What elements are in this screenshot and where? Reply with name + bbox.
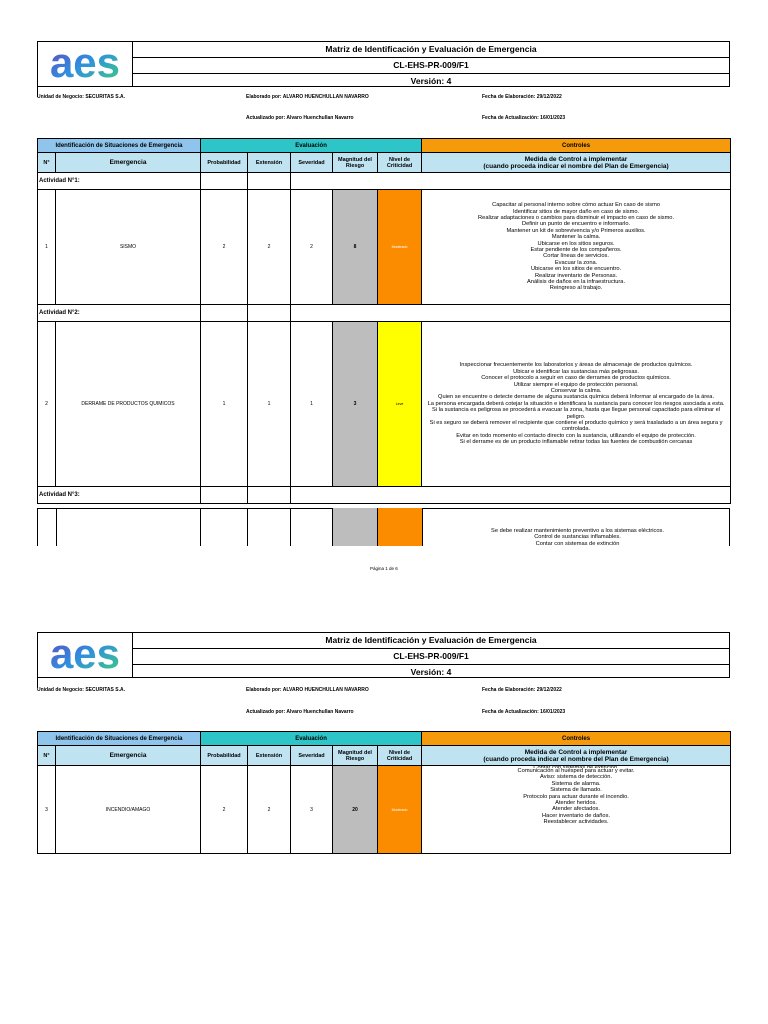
- row-severity: 1: [291, 322, 333, 487]
- empty-cell: [201, 487, 248, 504]
- row-magnitude: 3: [333, 322, 378, 487]
- criticality-cell: [377, 508, 423, 546]
- logo-cell: [37, 41, 133, 87]
- control-item: Si es seguro se deberá remover el recipiente que contiene el producto químico y será trasladado a un área segura y controlada.: [429, 420, 723, 433]
- col-control-measure: [422, 153, 731, 173]
- control-item: Ubicarse en los sitios de encuentro.: [530, 266, 622, 273]
- logo-text: aes: [49, 633, 121, 677]
- col-extension: Extensión: [248, 746, 291, 766]
- row-num: 1: [38, 190, 56, 305]
- group-controls-header: Controles: [422, 732, 731, 746]
- control-item: La persona encargada deberá cotejar la situación e identificara la sustancia para conocer los riesgos asociada a esta.: [427, 400, 725, 407]
- empty-cell: [248, 487, 291, 504]
- control-item: Ubicar e identificar las sustancias más peligrosas.: [513, 368, 639, 375]
- emergency-matrix: [37, 138, 731, 504]
- activity-label: Actividad N°3:: [38, 487, 201, 504]
- row-criticality: Moderado: [378, 766, 422, 854]
- col-control-measure-line1: Medida de Control a implementar: [524, 155, 628, 163]
- control-item: Estar pendiente de los compañeros.: [530, 247, 622, 253]
- row-extension: 2: [248, 766, 291, 854]
- control-item: Sistema de llamado.: [550, 787, 602, 794]
- group-identification-header: Identificación de Situaciones de Emergencia: [38, 732, 201, 746]
- row-probability: 1: [201, 322, 248, 487]
- col-emergency: Emergencia: [56, 153, 201, 173]
- logo-cell: [37, 632, 133, 678]
- col-control-measure-line1: Medida de Control a implementar: [524, 748, 628, 756]
- empty-cell: [201, 173, 248, 190]
- aes-logo-icon: [38, 42, 132, 86]
- page-2: [0, 632, 768, 862]
- col-criticality: Nivel de Criticidad: [378, 153, 422, 173]
- control-item: Realizar inventario de Personas.: [534, 272, 618, 279]
- page-number: Página 1 de 6: [370, 566, 398, 571]
- row-criticality: Moderado: [378, 190, 422, 305]
- business-unit: Unidad de Negocio: SECURITAS S.A.: [37, 94, 125, 100]
- empty-cell: [248, 173, 291, 190]
- col-severity: Severidad: [291, 153, 333, 173]
- control-item: Hacer inventario de daños.: [542, 812, 611, 819]
- logo-text: aes: [49, 42, 121, 86]
- cell: [247, 508, 248, 546]
- group-identification-header: Identificación de Situaciones de Emergencia: [38, 139, 201, 153]
- col-severity: Severidad: [291, 746, 333, 766]
- row-emergency: INCENDIO/AMAGO: [56, 766, 201, 854]
- control-item: Aviso: sistema de detección.: [540, 774, 613, 781]
- control-item: Si la sustancia es peligrosa se procederá a evacuar la zona, hasta que llegue personal capacitado para eliminar el peligro.: [432, 407, 721, 420]
- empty-cell: [248, 305, 291, 322]
- doc-title: Matriz de Identificación y Evaluación de Emergencia: [133, 42, 729, 58]
- row-magnitude: 8: [333, 190, 378, 305]
- col-num: N°: [38, 153, 56, 173]
- control-item: Análisis de daños en la infraestructura.: [527, 279, 626, 286]
- control-item: Utilizar siempre el equipo de protección personal.: [513, 381, 639, 388]
- activity-label: Actividad N°2:: [38, 305, 201, 322]
- doc-code: CL-EHS-PR-009/F1: [133, 58, 729, 74]
- col-emergency: Emergencia: [56, 746, 201, 766]
- group-controls-header: Controles: [422, 139, 731, 153]
- control-item: Cortar líneas de servicios.: [543, 253, 609, 260]
- control-item: Control de sustancias inflamables.: [534, 534, 621, 541]
- col-control-measure: [422, 746, 731, 766]
- updated-date: Fecha de Actualización: 16/01/2023: [482, 115, 566, 121]
- control-item: Mantener la calma.: [551, 234, 601, 241]
- updated-date: Fecha de Actualización: 16/01/2023: [482, 709, 566, 715]
- control-item: Mantener un kit de sobrevivencia y/o Primeros auxilios.: [506, 227, 646, 234]
- updated-by: Actualizado por: Alvaro Huenchullan Navarro: [246, 709, 354, 715]
- cell: [200, 508, 201, 546]
- doc-version: Versión: 4: [410, 667, 452, 677]
- control-item: Sistema de alarma.: [551, 780, 601, 787]
- col-probability: Probabilidad: [201, 153, 248, 173]
- control-item: Atender afectados.: [552, 806, 600, 813]
- control-item: Evitar en todo momento el contacto directo con la sustancia, utilizando el equipo de protección.: [456, 432, 696, 439]
- control-item: Atender heridos.: [555, 800, 597, 807]
- prepared-by: Elaborado por: ALVARO HUENCHULLAN NAVARRO: [246, 687, 369, 693]
- page-1: [0, 41, 768, 571]
- activity-label: Actividad N°1:: [38, 173, 201, 190]
- group-evaluation-header: Evaluación: [201, 732, 422, 746]
- control-item: Inspeccionar frecuentemente los laboratorios y áreas de almacenaje de productos químicos.: [459, 362, 693, 369]
- col-extension: Extensión: [248, 153, 291, 173]
- row-magnitude: 20: [333, 766, 378, 854]
- cell: [37, 508, 57, 546]
- control-item: Definir un punto de encuentro e informarlo.: [521, 221, 631, 228]
- row-controls: [422, 190, 731, 305]
- control-item: Si el derrame es de un producto inflamable retirar todas las fuentes de combustión cercanas: [459, 439, 693, 446]
- row-emergency: SISMO: [56, 190, 201, 305]
- row-probability: 2: [201, 190, 248, 305]
- row-controls: [422, 766, 731, 854]
- business-unit: Unidad de Negocio: SECURITAS S.A.: [37, 687, 125, 693]
- doc-title: Matriz de Identificación y Evaluación de Emergencia: [133, 633, 729, 649]
- row-extension: 1: [248, 322, 291, 487]
- row-num: 3: [38, 766, 56, 854]
- row-controls: [422, 528, 730, 546]
- control-item: Comunicación al huésped para actuar y evitar.: [517, 768, 635, 774]
- col-control-measure-line2: (cuando proceda indicar el nombre del Plan de Emergencia): [483, 162, 669, 170]
- control-item: Ubicarse en los sitios seguros.: [537, 240, 615, 247]
- group-evaluation-header: Evaluación: [201, 139, 422, 153]
- control-item: Quien se encuentre o detecte derrame de alguna sustancia química deberá Informar al encargado de la área.: [438, 394, 715, 401]
- col-probability: Probabilidad: [201, 746, 248, 766]
- cell: [290, 508, 291, 546]
- prepared-date: Fecha de Elaboración: 29/12/2022: [482, 94, 562, 100]
- emergency-matrix: [37, 731, 731, 854]
- aes-logo-icon: [38, 633, 132, 677]
- col-control-measure-line2: (cuando proceda indicar el nombre del Plan de Emergencia): [483, 755, 669, 763]
- empty-cell: [291, 305, 731, 322]
- title-block: [133, 632, 730, 678]
- magnitude-cell: [332, 508, 378, 546]
- prepared-date: Fecha de Elaboración: 29/12/2022: [482, 687, 562, 693]
- cropped-row: [37, 508, 730, 546]
- title-block: [133, 41, 730, 87]
- empty-cell: [291, 487, 731, 504]
- col-num: N°: [38, 746, 56, 766]
- control-item: Conservar la calma.: [550, 387, 602, 394]
- control-item: Reestablecer actividades.: [543, 819, 609, 826]
- empty-cell: [291, 173, 731, 190]
- col-criticality: Nivel de Criticidad: [378, 746, 422, 766]
- row-controls: [422, 322, 731, 487]
- row-num: 2: [38, 322, 56, 487]
- control-item: Capacitar al personal interno sobre cómo actuar En caso de sismo: [492, 202, 660, 209]
- control-item: Reingreso al trabajo.: [549, 285, 603, 292]
- row-probability: 2: [201, 766, 248, 854]
- control-item: Evacuar la zona.: [554, 259, 598, 266]
- empty-cell: [201, 305, 248, 322]
- doc-version: Versión: 4: [410, 76, 452, 86]
- updated-by: Actualizado por: Alvaro Huenchullan Navarro: [246, 115, 354, 121]
- control-item: Conocer el protocolo a seguir en caso de derrames de productos químicos.: [481, 375, 671, 382]
- col-risk-magnitude: Magnitud del Riesgo: [333, 153, 378, 173]
- row-criticality: Leve: [378, 322, 422, 487]
- row-extension: 2: [248, 190, 291, 305]
- row-emergency: DERRAME DE PRODUCTOS QUIMICOS: [56, 322, 201, 487]
- prepared-by: Elaborado por: ALVARO HUENCHULLAN NAVARRO: [246, 94, 369, 100]
- control-item: Identificar sitios de mayor daño en caso de sismo.: [512, 208, 640, 215]
- control-item: Realizar adaptaciones o cambios para disminuir el impacto en caso de sismo.: [478, 214, 675, 221]
- control-item: Contar con sistemas de extinción: [535, 540, 620, 546]
- row-severity: 3: [291, 766, 333, 854]
- doc-code: CL-EHS-PR-009/F1: [133, 649, 729, 665]
- control-item: Protocolo para actuar durante el incendio.: [523, 793, 629, 800]
- col-risk-magnitude: Magnitud del Riesgo: [333, 746, 378, 766]
- control-item: Se debe realizar mantenimiento preventivo a los sistemas eléctricos.: [491, 528, 664, 534]
- row-severity: 2: [291, 190, 333, 305]
